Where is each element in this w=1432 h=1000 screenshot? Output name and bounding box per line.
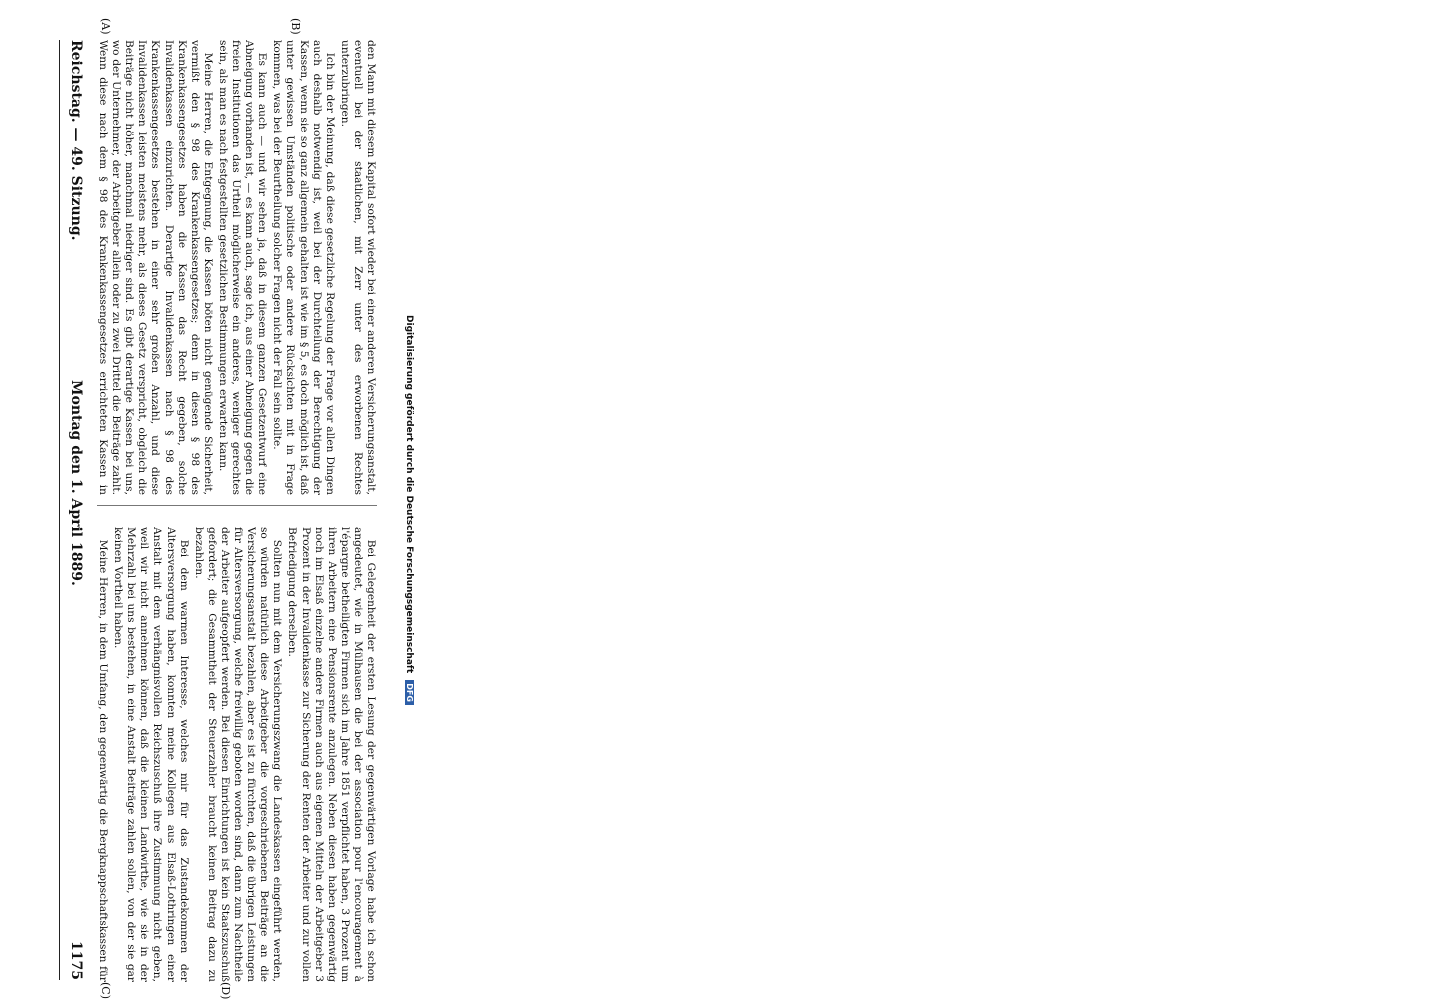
paragraph: Bei Gelegenheit der ersten Lesung der gegenwärtigen Vorlage habe ich schon angedeutet, wie in Mülhausen die bei der association pour l'encouragement à l'épargne betheiligten Firmen sich im Jahre 1851 verpflichtet haben, 3 Prozent um ihren Arbeitern eine Pensionsrente anzulegen. Neben diesen haben gegenwärtig noch im Elsaß einzelne andere Firmen auch aus eigenen Mitteln der Arbeitgeber 3 Prozent in der Invalidenkasse zur Sicherung der Renten der Arbeiter und zur vollen Befriedigung derselben. xyxy=(286,527,377,982)
margin-marker-c: (C) xyxy=(99,982,112,999)
dfg-footer xyxy=(394,40,414,980)
paragraph: Meine Herren, in dem Umfang, den gegenwärtig die Bergknappschaftskassen für xyxy=(97,539,110,982)
header-date: Montag den 1. April 1889. xyxy=(68,380,84,586)
paragraph: den Mann mit diesem Kapital sofort wieder bei einer anderen Versicherungsanstalt, eventuell bei der staatlichen, mit Zerr unter des erworbenen Rechtes unterzubringen. xyxy=(338,40,377,495)
paragraph: Meine Herren, die Entgegnung, die Kassen böten nicht genügende Sicherheit, vermißt den § 98 des Krankenkassengesetzes; denn in diesen § 98 des Krankenkassengesetzes haben die Kassen das Recht gegeben, solche Invalidenkassen einzurichten. Derartige Invalidenkassen nach § 98 des Krankenkassengesetzes bestehen in einer sehr großen Anzahl, und diese Invalidenkassen leisten meistens mehr, als dieses Gesetz verspricht, obgleich die Beiträge nicht höher, manchmal niedriger sind. Es gibt derartige Kassen bei uns, wo der Unternehmer, der Arbeitgeber allein oder zu zwei Drittel die Beiträge zahlt. Wenn diese nach dem § 98 des Krankenkassengesetzes errichteten Kassen in xyxy=(97,40,214,495)
header-session: Reichstag. — 49. Sitzung. xyxy=(68,40,84,241)
paragraph: Ich bin der Meinung, daß diese gesetzliche Regelung der Frage vor allen Dingen auch deshalb notwendig ist, weil bei der Durchteilung der Berechtigung der Kassen, wenn sie so ganz allgemein gehalten ist wie im § 5, es doch möglich ist, daß unter gewissen Umständen politische oder andere Rücksichten mit in Frage kommen, was bei der Beurtheilung solcher Fragen nicht der Fall sein sollte. xyxy=(271,40,336,495)
page-header xyxy=(62,40,90,980)
right-column xyxy=(97,527,377,982)
paragraph: Sollten nun mit dem Versicherungszwang die Landeskassen eingeführt werden, so würden natürlich diese Arbeitgeber die vorgeschriebenen Beiträge an die Versicherungsanstalt bezahlen, aber es ist zu fürchten, daß die übrigen Leistungen für Altersversorgung, welche freiwillig geboten worden sind, dann zum Nachtheile der Arbeiter aufgeopfert werden. Bei diesen Einrichtungen ist kein Staatszuschuß gefordert; die Gesammtheit der Steuerzahler braucht keinen Beitrag dazu zu bezahlen. xyxy=(192,527,284,982)
footer-text: Digitalisierung gefördert durch die Deutsche Forschungsgemeinschaft xyxy=(404,315,414,674)
paragraph: Bei dem warmen Interesse, welches mir für das Zustandekommen der Altersversorgung haben, konnten meine Kollegen aus Elsaß-Lothringen einer Anstalt mit dem verhängnisvollen Reichszuschuß ihre Zustimmung nicht geben, weil wir nicht annehmen können, daß die kleinen Landwirthe, wie sie in der Mehrzahl bei uns bestehen, in eine Anstalt Beiträge zahlen sollen, von der sie gar keinen Vortheil haben. xyxy=(112,527,190,982)
margin-marker-d: (D) xyxy=(219,982,232,1000)
page-number: 1175 xyxy=(68,941,84,980)
margin-marker-a: (A) xyxy=(99,18,112,35)
header-rule xyxy=(59,40,60,980)
margin-marker-b: (B) xyxy=(289,18,302,35)
dfg-badge: DFG xyxy=(405,680,414,705)
column-divider xyxy=(97,505,377,506)
paragraph: Es kann auch — und wir sehen ja, daß in diesem ganzen Gesetzentwurf eine Abneigung vorhanden ist, — es kann auch, sage ich, aus einer Abneigung gegen die freien Institutionen das Urtheil möglicherweise ein anderes, weniger gerechtes sein, als man es nach festgestellten gesetzlichen Bestimmungen erwarten kann. xyxy=(216,40,269,495)
left-column xyxy=(97,40,377,495)
